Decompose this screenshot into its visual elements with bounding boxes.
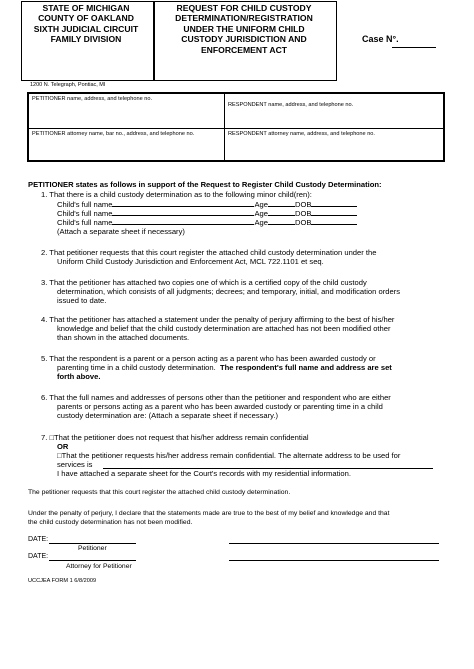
respondent-attorney-label: RESPONDENT attorney name, address, and telephone no. [228,131,375,137]
court-box [21,1,155,81]
item-5-text: parenting time in a child custody determination. [57,363,216,372]
age-field[interactable] [268,199,295,207]
court-line: STATE OF MICHIGAN [42,3,130,13]
item-7-option-2[interactable]: □That the petitioner requests his/her address remain confidential. The alternate address to be used for [57,451,401,460]
form-title [155,3,333,55]
perjury-line-1: Under the penalty of perjury, I declare that the statements made are true to the best of my belief and knowledge and that [28,510,390,517]
petitioner-attorney-field[interactable] [28,128,225,161]
case-number-field[interactable] [392,47,436,48]
child-name-label: Child's full name [57,209,113,218]
court-line: SIXTH JUDICIAL CIRCUIT [33,23,139,34]
dob-label: DOB [295,209,312,218]
age-field[interactable] [268,217,295,225]
petitioner-attorney-label: PETITIONER attorney name, bar no., address, and telephone no. [32,131,195,137]
dob-field[interactable] [311,217,357,225]
petitioner-label: PETITIONER name, address, and telephone no. [32,96,153,102]
dob-label: DOB [295,200,312,209]
child-row-3 [57,217,357,227]
court-line: COUNTY OF OAKLAND [38,13,134,24]
date-label-2: DATE: [28,553,49,560]
form-footer: UCCJEA FORM 1 6/8/2009 [28,578,97,584]
item-4-line-3: than shown in the attached documents. [57,333,190,342]
item-6-line-3: custody determination are: (Attach a separate sheet if necessary.) [57,411,279,420]
child-name-field[interactable] [112,217,254,225]
age-label: Age [254,209,268,218]
dob-field[interactable] [311,208,357,216]
item-7-note: I have attached a separate sheet for the Court's records with my residential information. [57,469,351,478]
attach-note-1: (Attach a separate sheet if necessary) [57,227,185,236]
age-label: Age [254,218,268,227]
item-2-line-2: Uniform Child Custody Jurisdiction and Enforcement Act, MCL 722.1101 et seq. [57,257,324,266]
item-5-line-1: 5. That the respondent is a parent or a person acting as a parent who has been awarded custody or [41,354,376,363]
item-5-line-2 [57,363,392,372]
attorney-signature-field[interactable] [229,560,439,561]
petitioner-signature-field[interactable] [229,543,439,544]
child-name-label: Child's full name [57,218,113,227]
title-line: DETERMINATION/REGISTRATION [175,13,313,24]
title-line: REQUEST FOR CHILD CUSTODY [176,3,312,13]
court-line: FAMILY DIVISION [50,34,122,45]
child-name-label: Child's full name [57,200,113,209]
request-statement: The petitioner requests that this court register the attached child custody determination. [28,489,291,496]
court-address: 1200 N. Telegraph, Pontiac, MI [30,82,106,88]
item-3-line-3: issued to date. [57,296,107,305]
attorney-signature-label: Attorney for Petitioner [66,563,132,570]
item-7-services-label: services is [57,460,93,469]
title-line: ENFORCEMENT ACT [200,44,288,55]
item-1: 1. That there is a child custody determination as to the following minor child(ren): [41,190,312,199]
item-3-line-2: determination, which consists of all judgments; decrees; and temporary, initial, and modification orders [57,287,401,296]
item-7-or: OR [57,442,69,451]
petitioner-field[interactable] [28,93,225,129]
intro-statement: PETITIONER states as follows in support of the Request to Register Child Custody Determination: [28,180,382,189]
item-2-line-1: 2. That petitioner requests that this court register the attached child custody determination under the [41,248,377,257]
title-line: UNDER THE UNIFORM CHILD [183,23,305,34]
respondent-attorney-field[interactable] [224,128,444,161]
age-label: Age [254,200,268,209]
item-6-line-2: parents or persons acting as a parent who has been awarded custody or parenting time in a child [57,402,383,411]
respondent-field[interactable] [224,93,444,129]
date-field-2[interactable] [49,560,136,561]
parties-table [27,92,445,162]
child-name-field[interactable] [112,208,254,216]
perjury-line-2: the child custody determination has not been modified. [28,519,193,526]
dob-label: DOB [295,218,312,227]
item-7-option-1[interactable]: 7. □That the petitioner does not request that his/her address remain confidential [41,433,309,442]
item-5-bold-text: The respondent's full name and address are set [219,363,392,372]
title-line: CUSTODY JURISDICTION AND [181,34,307,45]
date-label-1: DATE: [28,536,49,543]
item-5-line-3: forth above. [57,372,101,381]
item-4-line-2: knowledge and belief that the child custody determination are attached has not been modified other [57,324,391,333]
child-name-field[interactable] [112,199,254,207]
case-number-label: Case N°. [362,34,399,44]
date-field-1[interactable] [49,543,136,544]
item-4-line-1: 4. That the petitioner has attached a statement under the penalty of perjury affirming to the best of his/her [41,315,395,324]
dob-field[interactable] [311,199,357,207]
respondent-label: RESPONDENT name, address, and telephone no. [228,102,354,108]
age-field[interactable] [268,208,295,216]
item-3-line-1: 3. That the petitioner has attached two copies one of which is a certified copy of the child custody [41,278,367,287]
petitioner-signature-label: Petitioner [78,545,107,552]
item-6-line-1: 6. That the full names and addresses of persons other than the petitioner and respondent who are either [41,393,391,402]
